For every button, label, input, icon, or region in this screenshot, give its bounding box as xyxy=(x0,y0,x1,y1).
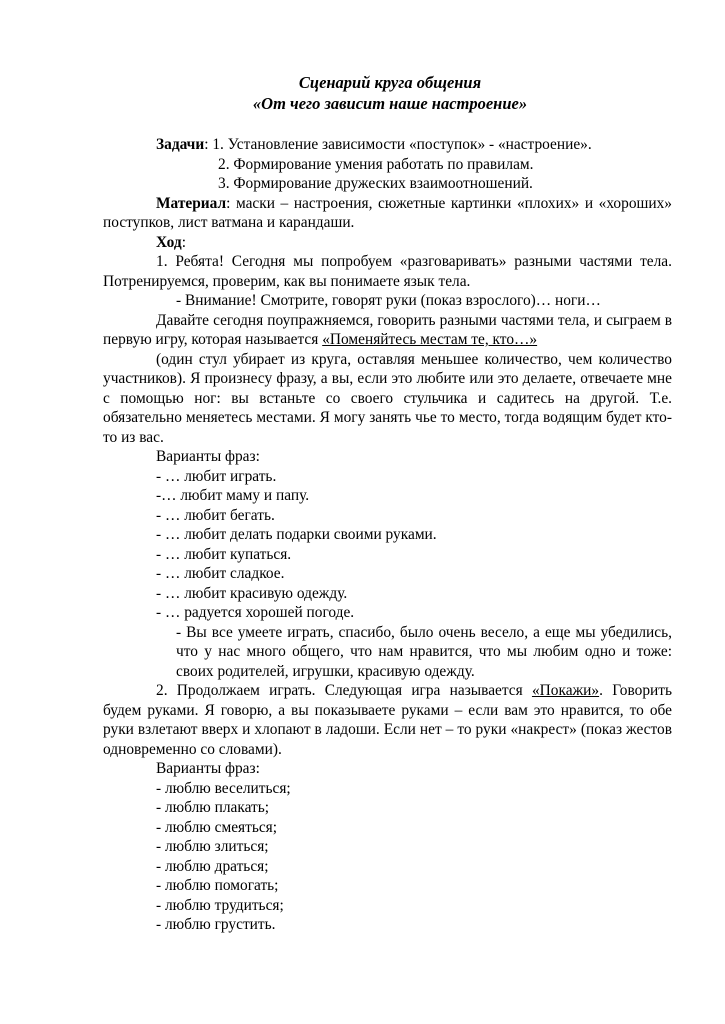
section2-phrase-list xyxy=(103,779,672,935)
section1-closing: - Вы все умеете играть, спасибо, было очень весело, а еще мы убедились, что у нас много общего, что нам нравится, что мы любим одно и тоже: своих родителей, игрушки, красивую одежду. xyxy=(176,623,672,680)
material-label: Материал xyxy=(156,194,227,212)
task-1: : 1. Установление зависимости «поступок» - «настроение». xyxy=(204,136,592,153)
section2-paragraph: 2. Продолжаем играть. Следующая игра называется «Покажи». Говорить будем руками. Я говорю, а вы показываете руками – если вам это нравится, то обе руки взлетают вверх и хлопают в ладоши. Если нет – то руки «накрест» (показ жестов одновременно со словами). xyxy=(103,682,672,758)
game-name-swap-places: «Поменяйтесь местам те, кто…» xyxy=(322,331,538,348)
list-item: - люблю грустить. xyxy=(156,916,276,933)
list-item: - … любит бегать. xyxy=(156,506,275,524)
section1-phrase-list xyxy=(103,467,672,623)
list-item: - люблю трудиться; xyxy=(156,896,284,914)
course-label: Ход xyxy=(156,233,182,251)
game-name-show: «Покажи» xyxy=(531,682,600,699)
material-text: : маски – настроения, сюжетные картинки «плохих» и «хороших» поступков, лист ватмана и карандаши. xyxy=(103,194,672,231)
list-item: - … любит красивую одежду. xyxy=(156,584,348,602)
list-item: - … любит купаться. xyxy=(156,545,292,563)
tasks-line-1 xyxy=(103,135,672,155)
list-item: - люблю смеяться; xyxy=(156,818,278,836)
list-item: - … любит делать подарки своими руками. xyxy=(156,526,437,543)
document-title xyxy=(100,72,680,114)
section1-demo: - Внимание! Смотрите, говорят руки (показ взрослого)… ноги… xyxy=(176,292,601,309)
list-item: -… любит маму и папу. xyxy=(156,487,310,504)
list-item: - … любит играть. xyxy=(156,467,277,485)
list-item: - люблю злиться; xyxy=(156,838,269,855)
task-2: 2. Формирование умения работать по правилам. xyxy=(218,155,534,173)
section1-game-intro: Давайте сегодня поупражняемся, говорить разными частями тела, и сыграем в первую игру, которая называется «Поменяйтесь местам те, кто…» xyxy=(103,311,672,348)
task-3: 3. Формирование дружеских взаимоотношений. xyxy=(218,175,533,192)
tasks-label: Задачи xyxy=(156,136,205,153)
list-item: - … радуется хорошей погоде. xyxy=(156,604,355,621)
list-item: - люблю веселиться; xyxy=(156,779,291,797)
course-heading: Ход: xyxy=(156,233,186,251)
document-body xyxy=(103,135,672,935)
section1-variants-label: Варианты фраз: xyxy=(156,448,260,465)
list-item: - люблю помогать; xyxy=(156,877,279,894)
title-line-1: Сценарий круга общения xyxy=(298,73,482,92)
section1-rules: (один стул убирает из круга, оставляя меньшее количество, чем количество участников). Я произнесу фразу, а вы, если это любите или это делаете, отвечаете мне с помощью ног: вы встаньте со своего стульчика и садитесь на другой. Т.е. обязательно меняетесь местами. Я могу занять чье то место, тогда водящим будет кто-то из вас. xyxy=(103,350,672,446)
list-item: - люблю плакать; xyxy=(156,799,270,816)
section1-intro: 1. Ребята! Сегодня мы попробуем «разговаривать» разными частями тела. Потренируемся, проверим, как вы понимаете язык тела. xyxy=(103,253,672,290)
section2-variants-label: Варианты фраз: xyxy=(156,760,260,777)
list-item: - … любит сладкое. xyxy=(156,565,285,582)
list-item: - люблю драться; xyxy=(156,857,269,875)
title-line-2: «От чего зависит наше настроение» xyxy=(252,94,528,113)
material-paragraph xyxy=(103,194,672,233)
